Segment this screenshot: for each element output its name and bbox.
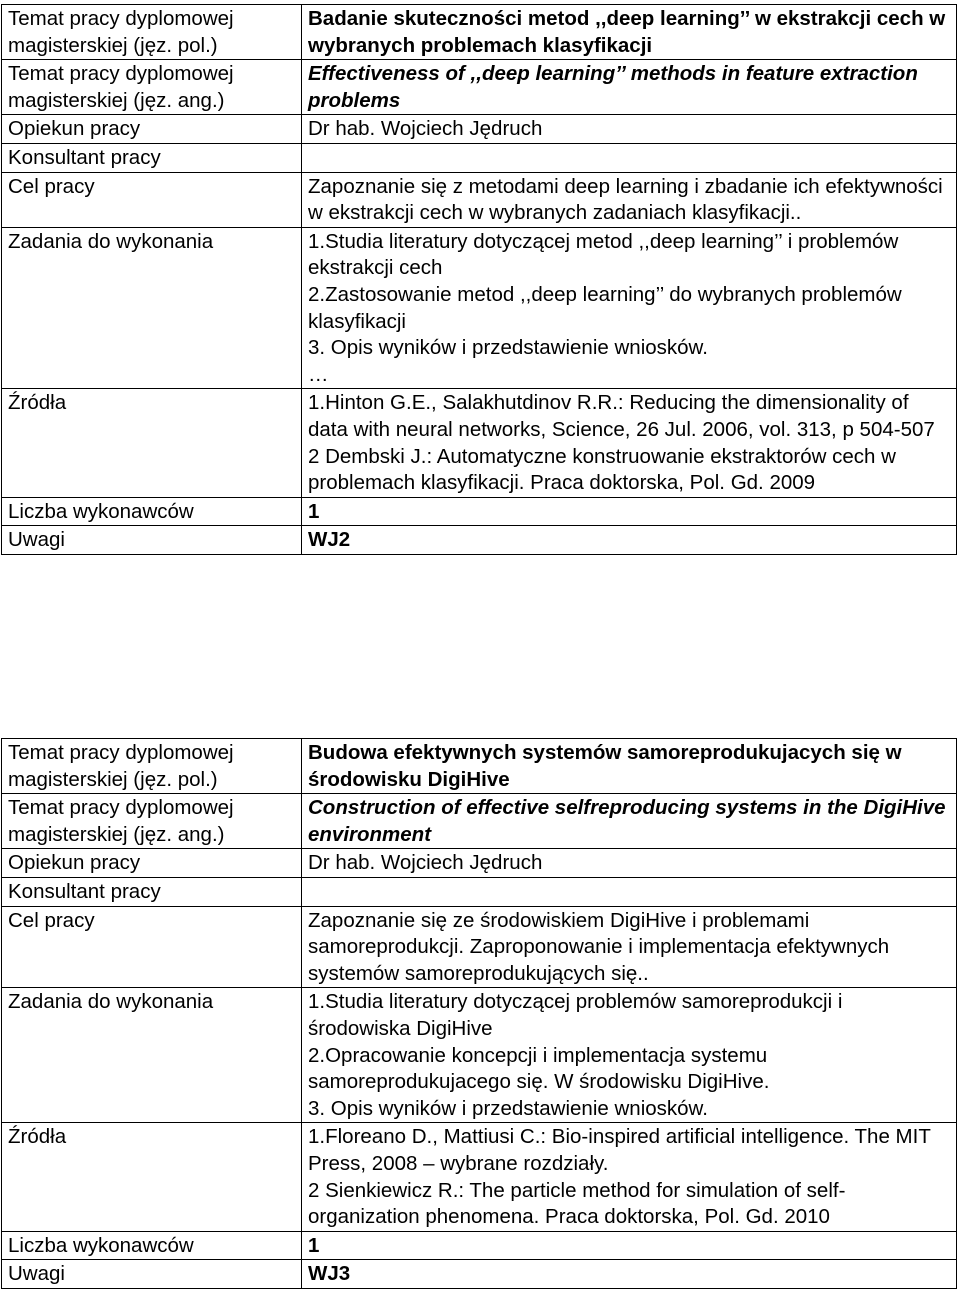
- label-performers: Liczba wykonawców: [2, 1231, 302, 1260]
- label-title-en: Temat pracy dyplomowej magisterskiej (jęz. ang.): [2, 60, 302, 115]
- row-consultant: [2, 877, 957, 906]
- row-sources: [2, 1123, 957, 1231]
- thesis-card-2: [1, 738, 956, 1289]
- thesis-card-1: [1, 4, 956, 555]
- value-title-pl: Budowa efektywnych systemów samoreprodukujacych się w środowisku DigiHive: [302, 739, 957, 794]
- label-notes: Uwagi: [2, 1260, 302, 1289]
- thesis-table-1: [1, 4, 957, 555]
- value-supervisor: Dr hab. Wojciech Jędruch: [302, 115, 957, 144]
- label-sources: Źródła: [2, 389, 302, 497]
- label-title-pl: Temat pracy dyplomowej magisterskiej (jęz. pol.): [2, 739, 302, 794]
- row-title-pl: [2, 739, 957, 794]
- row-supervisor: [2, 849, 957, 878]
- row-title-en: [2, 60, 957, 115]
- value-goal: Zapoznanie się ze środowiskiem DigiHive i problemami samoreprodukcji. Zaproponowanie i implementacja efektywnych systemów samoreprodukujących się..: [302, 906, 957, 988]
- source-item: 2 Sienkiewicz R.: The particle method for simulation of self-organization phenomena. Praca doktorska, Pol. Gd. 2010: [308, 1178, 846, 1229]
- value-performers: 1: [302, 1231, 957, 1260]
- row-notes: [2, 1260, 957, 1289]
- value-sources: [302, 1123, 957, 1231]
- row-performers: [2, 497, 957, 526]
- label-notes: Uwagi: [2, 526, 302, 555]
- label-consultant: Konsultant pracy: [2, 877, 302, 906]
- source-item: 1.Floreano D., Mattiusi C.: Bio-inspired artificial intelligence. The MIT Press, 2008 – wybrane rozdziały.: [308, 1125, 931, 1175]
- row-goal: [2, 172, 957, 227]
- label-title-en: Temat pracy dyplomowej magisterskiej (jęz. ang.): [2, 794, 302, 849]
- value-title-en: Construction of effective selfreproducing systems in the DigiHive environment: [302, 794, 957, 849]
- value-supervisor: Dr hab. Wojciech Jędruch: [302, 849, 957, 878]
- source-item: 1.Hinton G.E., Salakhutdinov R.R.: Reducing the dimensionality of data with neural networks, Science, 26 Jul. 2006, vol. 313, p 504-507: [308, 391, 935, 441]
- task-item: 1.Studia literatury dotyczącej metod ,,deep learning’’ i problemów ekstrakcji cech: [308, 229, 899, 280]
- task-item: 3. Opis wyników i przedstawienie wniosków.: [308, 336, 708, 360]
- row-title-en: [2, 794, 957, 849]
- row-goal: [2, 906, 957, 988]
- task-item: 2.Zastosowanie metod ,,deep learning’’ do wybranych problemów klasyfikacji: [308, 282, 902, 333]
- value-title-en: Effectiveness of ,,deep learning’’ methods in feature extraction problems: [302, 60, 957, 115]
- row-notes: [2, 526, 957, 555]
- thesis-table-2: [1, 738, 957, 1289]
- value-sources: [302, 389, 957, 497]
- label-performers: Liczba wykonawców: [2, 497, 302, 526]
- value-title-pl: Badanie skuteczności metod ,,deep learning’’ w ekstrakcji cech w wybranych problemach klasyfikacji: [302, 5, 957, 60]
- row-title-pl: [2, 5, 957, 60]
- value-goal: Zapoznanie się z metodami deep learning i zbadanie ich efektywności w ekstrakcji cech w wybranych zadaniach klasyfikacji..: [302, 172, 957, 227]
- label-goal: Cel pracy: [2, 172, 302, 227]
- row-consultant: [2, 143, 957, 172]
- task-item: 3. Opis wyników i przedstawienie wniosków.: [308, 1096, 708, 1120]
- label-supervisor: Opiekun pracy: [2, 849, 302, 878]
- value-tasks: [302, 988, 957, 1123]
- label-supervisor: Opiekun pracy: [2, 115, 302, 144]
- row-supervisor: [2, 115, 957, 144]
- label-title-pl: Temat pracy dyplomowej magisterskiej (jęz. pol.): [2, 5, 302, 60]
- row-performers: [2, 1231, 957, 1260]
- source-item: 2 Dembski J.: Automatyczne konstruowanie ekstraktorów cech w problemach klasyfikacji. Praca doktorska, Pol. Gd. 2009: [308, 444, 896, 495]
- value-performers: 1: [302, 497, 957, 526]
- label-goal: Cel pracy: [2, 906, 302, 988]
- value-notes: WJ3: [302, 1260, 957, 1289]
- label-tasks: Zadania do wykonania: [2, 227, 302, 389]
- value-consultant: [302, 143, 957, 172]
- row-tasks: [2, 227, 957, 389]
- row-sources: [2, 389, 957, 497]
- row-tasks: [2, 988, 957, 1123]
- value-notes: WJ2: [302, 526, 957, 555]
- task-item: 2.Opracowanie koncepcji i implementacja systemu samoreprodukujacego się. W środowisku DigiHive.: [308, 1043, 770, 1094]
- label-consultant: Konsultant pracy: [2, 143, 302, 172]
- task-item: 1.Studia literatury dotyczącej problemów samoreprodukcji i środowiska DigiHive: [308, 990, 843, 1040]
- label-sources: Źródła: [2, 1123, 302, 1231]
- value-tasks: [302, 227, 957, 389]
- label-tasks: Zadania do wykonania: [2, 988, 302, 1123]
- value-consultant: [302, 877, 957, 906]
- task-item: …: [308, 362, 329, 386]
